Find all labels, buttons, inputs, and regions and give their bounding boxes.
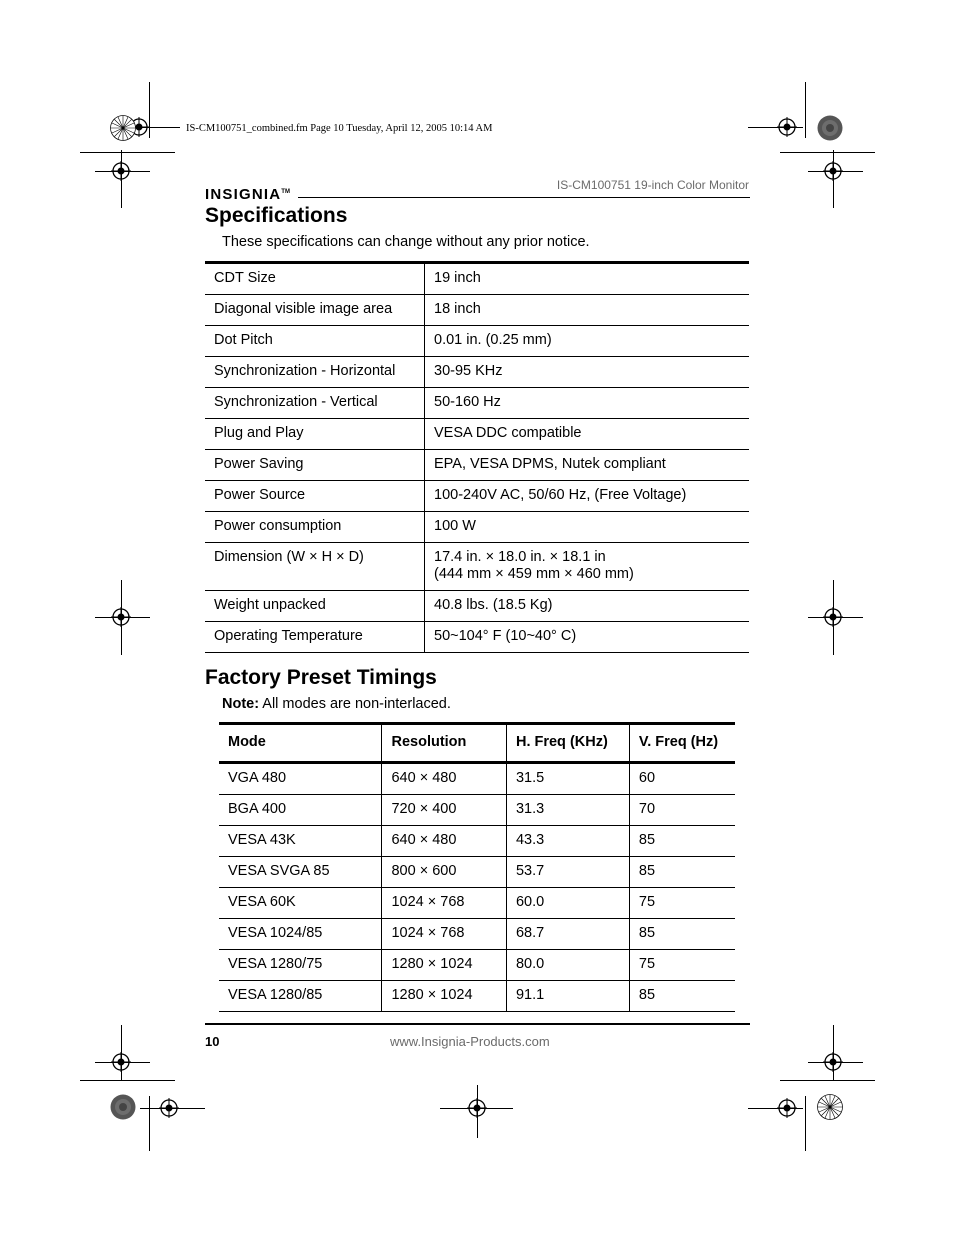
table-cell: 640 × 480 xyxy=(382,826,506,857)
column-header: H. Freq (KHz) xyxy=(506,724,629,763)
spec-label: Synchronization - Vertical xyxy=(205,388,425,419)
spec-label: Dimension (W × H × D) xyxy=(205,543,425,591)
spec-value-line: 30-95 KHz xyxy=(434,363,503,379)
spec-value-line: VESA DDC compatible xyxy=(434,425,582,441)
table-cell: 640 × 480 xyxy=(382,763,506,795)
spec-value-line: 100 W xyxy=(434,518,476,534)
registration-target-icon xyxy=(777,1098,797,1118)
spec-row xyxy=(205,326,749,357)
column-header: Resolution xyxy=(382,724,506,763)
table-cell: 43.3 xyxy=(506,826,629,857)
spec-row xyxy=(205,357,749,388)
spec-value xyxy=(425,295,750,326)
registration-target-icon xyxy=(823,161,843,181)
registration-target-icon xyxy=(111,607,131,627)
spec-value xyxy=(425,481,750,512)
table-cell: 31.5 xyxy=(506,763,629,795)
table-cell: 85 xyxy=(629,857,735,888)
spec-label: Operating Temperature xyxy=(205,622,425,653)
table-cell: 1280 × 1024 xyxy=(382,981,506,1012)
registration-target-icon xyxy=(823,1052,843,1072)
spec-value-line: 100-240V AC, 50/60 Hz, (Free Voltage) xyxy=(434,487,687,503)
spec-value xyxy=(425,419,750,450)
spec-value xyxy=(425,450,750,481)
spec-label: Power Saving xyxy=(205,450,425,481)
table-cell: 60 xyxy=(629,763,735,795)
spec-label: Power consumption xyxy=(205,512,425,543)
note-text: All modes are non-interlaced. xyxy=(259,696,451,712)
starburst-icon xyxy=(110,115,136,141)
table-cell: 85 xyxy=(629,981,735,1012)
table-row xyxy=(219,795,735,826)
table-cell: 70 xyxy=(629,795,735,826)
table-cell: 91.1 xyxy=(506,981,629,1012)
table-cell: 75 xyxy=(629,950,735,981)
page-number: 10 xyxy=(205,1034,220,1049)
specifications-intro: These specifications can change without any prior notice. xyxy=(222,234,590,250)
spec-value xyxy=(425,263,750,295)
spec-row xyxy=(205,295,749,326)
footer-url: www.Insignia-Products.com xyxy=(390,1034,550,1049)
table-cell: 1024 × 768 xyxy=(382,919,506,950)
table-cell: 800 × 600 xyxy=(382,857,506,888)
timings-table xyxy=(219,722,735,1012)
spec-value xyxy=(425,622,750,653)
table-row xyxy=(219,857,735,888)
spec-row xyxy=(205,388,749,419)
registration-target-icon xyxy=(777,117,797,137)
column-header: Mode xyxy=(219,724,382,763)
timings-note xyxy=(222,696,451,712)
table-cell: 1280 × 1024 xyxy=(382,950,506,981)
starburst-icon xyxy=(817,1094,843,1120)
spec-value-line: 50-160 Hz xyxy=(434,394,501,410)
table-row xyxy=(219,950,735,981)
document-title: IS-CM100751 19-inch Color Monitor xyxy=(556,178,749,192)
print-slug: IS-CM100751_combined.fm Page 10 Tuesday, April 12, 2005 10:14 AM xyxy=(186,123,493,134)
table-cell: 1024 × 768 xyxy=(382,888,506,919)
registration-target-icon xyxy=(467,1098,487,1118)
registration-target-icon xyxy=(111,1052,131,1072)
note-label: Note: xyxy=(222,696,260,712)
spec-row xyxy=(205,481,749,512)
spec-value-line: EPA, VESA DPMS, Nutek compliant xyxy=(434,456,666,472)
spec-value-line: 18 inch xyxy=(434,301,481,317)
spec-row xyxy=(205,512,749,543)
spec-row xyxy=(205,419,749,450)
registration-target-icon xyxy=(111,161,131,181)
spec-value-line: (444 mm × 459 mm × 460 mm) xyxy=(434,566,634,582)
footer-rule xyxy=(205,1023,750,1025)
spec-value xyxy=(425,388,750,419)
column-header: V. Freq (Hz) xyxy=(629,724,735,763)
table-cell: 720 × 400 xyxy=(382,795,506,826)
spec-value-line: 0.01 in. (0.25 mm) xyxy=(434,332,552,348)
spec-value-line: 19 inch xyxy=(434,270,481,286)
spec-row xyxy=(205,543,749,591)
table-cell: 31.3 xyxy=(506,795,629,826)
grey-disc-icon xyxy=(817,115,843,141)
table-cell: 53.7 xyxy=(506,857,629,888)
table-cell: 85 xyxy=(629,826,735,857)
spec-row xyxy=(205,622,749,653)
table-cell: VESA 1024/85 xyxy=(219,919,382,950)
spec-label: Dot Pitch xyxy=(205,326,425,357)
spec-label: CDT Size xyxy=(205,263,425,295)
table-cell: 75 xyxy=(629,888,735,919)
table-row xyxy=(219,919,735,950)
logo-text: INSIGNIA xyxy=(205,186,282,203)
table-cell: VESA 1280/75 xyxy=(219,950,382,981)
spec-value-line: 40.8 lbs. (18.5 Kg) xyxy=(434,597,553,613)
spec-value-line: 50~104° F (10~40° C) xyxy=(434,628,577,644)
spec-row xyxy=(205,591,749,622)
table-cell: 60.0 xyxy=(506,888,629,919)
table-cell: VGA 480 xyxy=(219,763,382,795)
table-row xyxy=(219,763,735,795)
spec-label: Synchronization - Horizontal xyxy=(205,357,425,388)
table-row xyxy=(219,981,735,1012)
registration-target-icon xyxy=(823,607,843,627)
spec-value xyxy=(425,326,750,357)
spec-value xyxy=(425,543,750,591)
table-cell: 80.0 xyxy=(506,950,629,981)
header-rule xyxy=(298,197,750,198)
spec-label: Plug and Play xyxy=(205,419,425,450)
logo-trademark: TM xyxy=(281,189,290,195)
table-cell: VESA 1280/85 xyxy=(219,981,382,1012)
spec-value xyxy=(425,591,750,622)
specifications-table xyxy=(205,261,749,653)
table-cell: VESA 60K xyxy=(219,888,382,919)
registration-target-icon xyxy=(159,1098,179,1118)
timings-heading: Factory Preset Timings xyxy=(205,666,437,689)
table-cell: BGA 400 xyxy=(219,795,382,826)
spec-label: Diagonal visible image area xyxy=(205,295,425,326)
table-row xyxy=(219,826,735,857)
spec-row xyxy=(205,263,749,295)
specifications-heading: Specifications xyxy=(205,204,348,227)
table-cell: VESA 43K xyxy=(219,826,382,857)
brand-logo xyxy=(205,186,290,203)
spec-value xyxy=(425,357,750,388)
grey-disc-icon xyxy=(110,1094,136,1120)
table-cell: 68.7 xyxy=(506,919,629,950)
spec-value xyxy=(425,512,750,543)
spec-value-line: 17.4 in. × 18.0 in. × 18.1 in xyxy=(434,549,606,565)
spec-label: Weight unpacked xyxy=(205,591,425,622)
spec-row xyxy=(205,450,749,481)
table-cell: VESA SVGA 85 xyxy=(219,857,382,888)
table-row xyxy=(219,888,735,919)
table-cell: 85 xyxy=(629,919,735,950)
spec-label: Power Source xyxy=(205,481,425,512)
